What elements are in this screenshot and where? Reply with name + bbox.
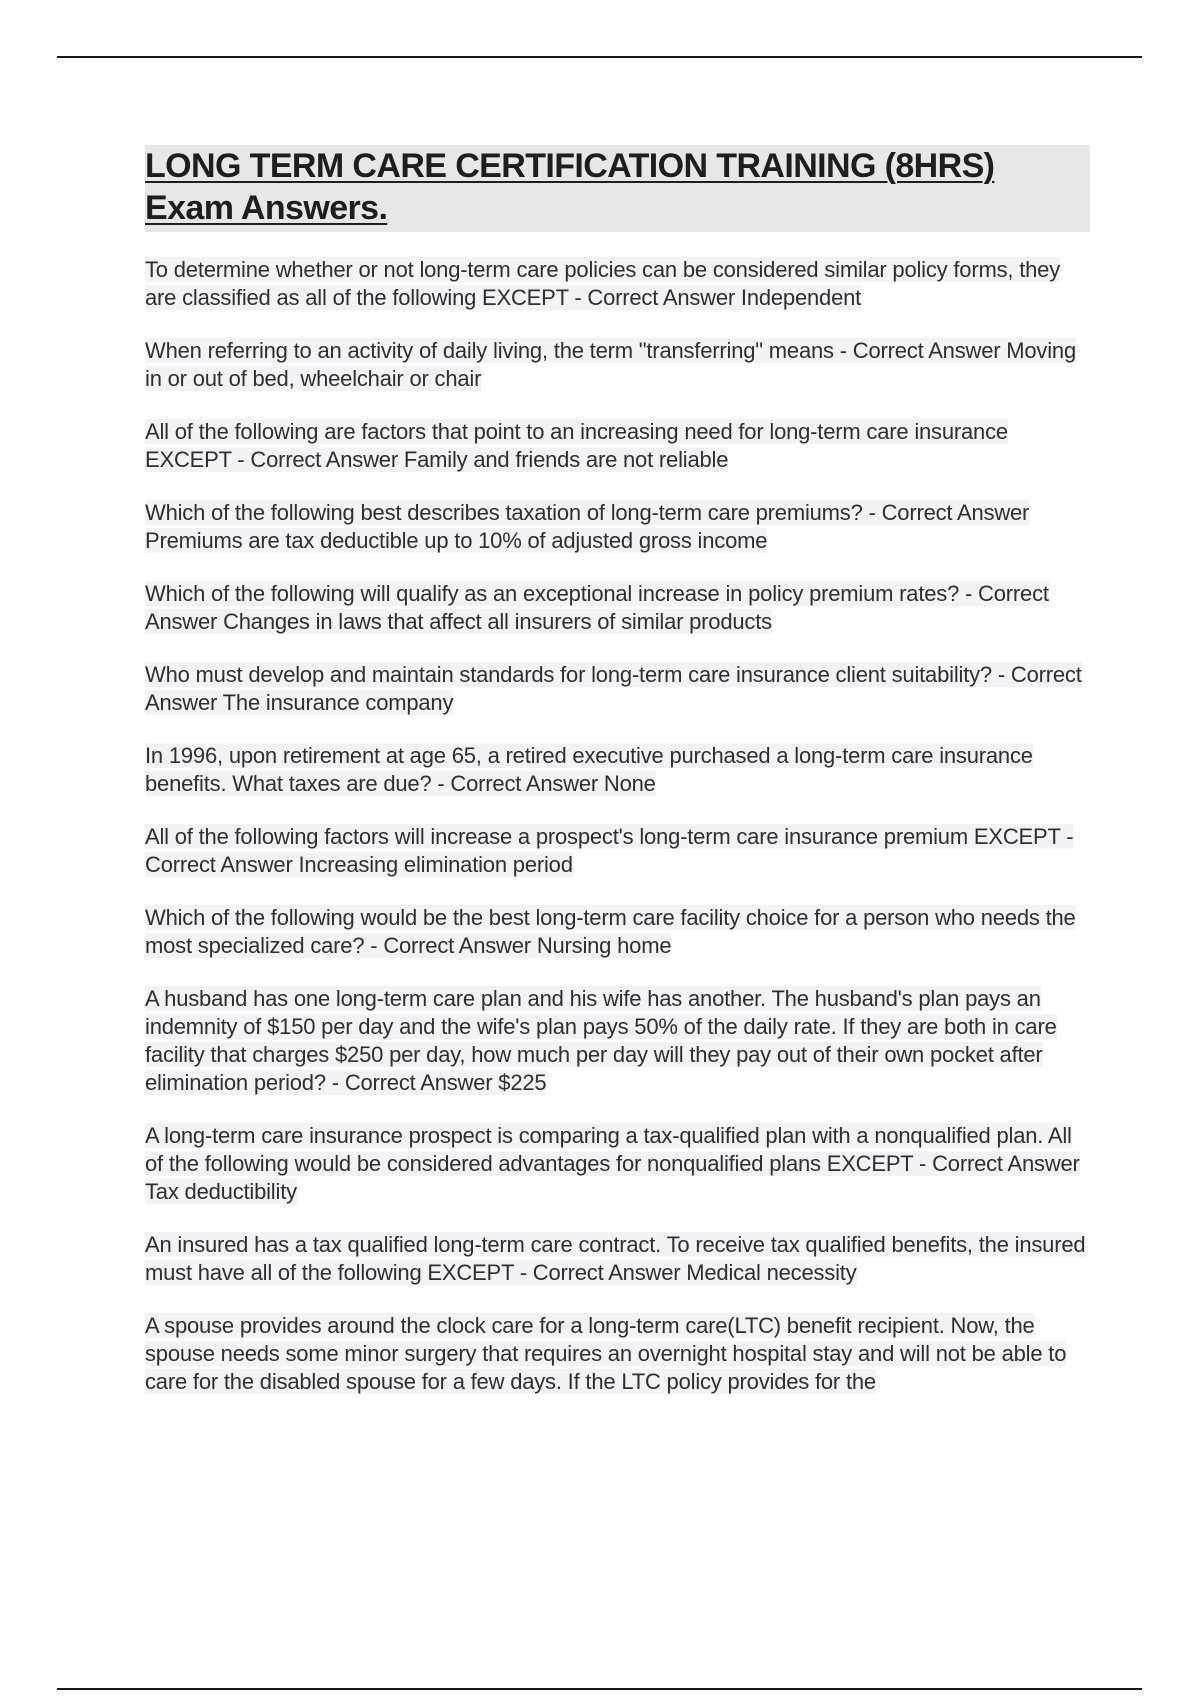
bottom-rule — [57, 1688, 1142, 1690]
top-rule — [57, 56, 1142, 58]
title-line-1: LONG TERM CARE CERTIFICATION TRAINING (8HRS) — [145, 147, 995, 185]
qa-item: Which of the following would be the best long-term care facility choice for a person who needs the most specialized care? - Correct Answer Nursing home — [145, 905, 1076, 958]
document-title — [145, 145, 1090, 229]
qa-item: A husband has one long-term care plan and his wife has another. The husband's plan pays an indemnity of $150 per day and the wife's plan pays 50% of the daily rate. If they are both in care facility that charges $250 per day, how much per day will they pay out of their own pocket after elimination period? - Correct Answer $225 — [145, 986, 1057, 1095]
title-line-2: Exam Answers. — [145, 189, 388, 227]
qa-item: A spouse provides around the clock care for a long-term care(LTC) benefit recipient. Now, the spouse needs some minor surgery that requires an overnight hospital stay and will not be able to care for the disabled spouse for a few days. If the LTC policy provides for the — [145, 1313, 1067, 1394]
qa-item: An insured has a tax qualified long-term care contract. To receive tax qualified benefits, the insured must have all of the following EXCEPT - Correct Answer Medical necessity — [145, 1232, 1086, 1285]
document-body — [145, 145, 1090, 1421]
qa-item: All of the following are factors that point to an increasing need for long-term care insurance EXCEPT - Correct Answer Family and friends are not reliable — [145, 419, 1008, 472]
qa-item: Which of the following will qualify as an exceptional increase in policy premium rates? - Correct Answer Changes in laws that affect all insurers of similar products — [145, 581, 1049, 634]
qa-item: In 1996, upon retirement at age 65, a retired executive purchased a long-term care insurance benefits. What taxes are due? - Correct Answer None — [145, 743, 1033, 796]
qa-item: To determine whether or not long-term care policies can be considered similar policy forms, they are classified as all of the following EXCEPT - Correct Answer Independent — [145, 257, 1060, 310]
qa-item: Who must develop and maintain standards for long-term care insurance client suitability? - Correct Answer The insurance company — [145, 662, 1082, 715]
qa-item: Which of the following best describes taxation of long-term care premiums? - Correct Answer Premiums are tax deductible up to 10% of adjusted gross income — [145, 500, 1030, 553]
qa-item: All of the following factors will increase a prospect's long-term care insurance premium EXCEPT - Correct Answer Increasing elimination period — [145, 824, 1074, 877]
qa-item: A long-term care insurance prospect is comparing a tax-qualified plan with a nonqualified plan. All of the following would be considered advantages for nonqualified plans EXCEPT - Correct Answer Tax deductibility — [145, 1123, 1080, 1204]
title-block — [145, 145, 1090, 232]
qa-item: When referring to an activity of daily living, the term "transferring" means - Correct Answer Moving in or out of bed, wheelchair or chair — [145, 338, 1076, 391]
